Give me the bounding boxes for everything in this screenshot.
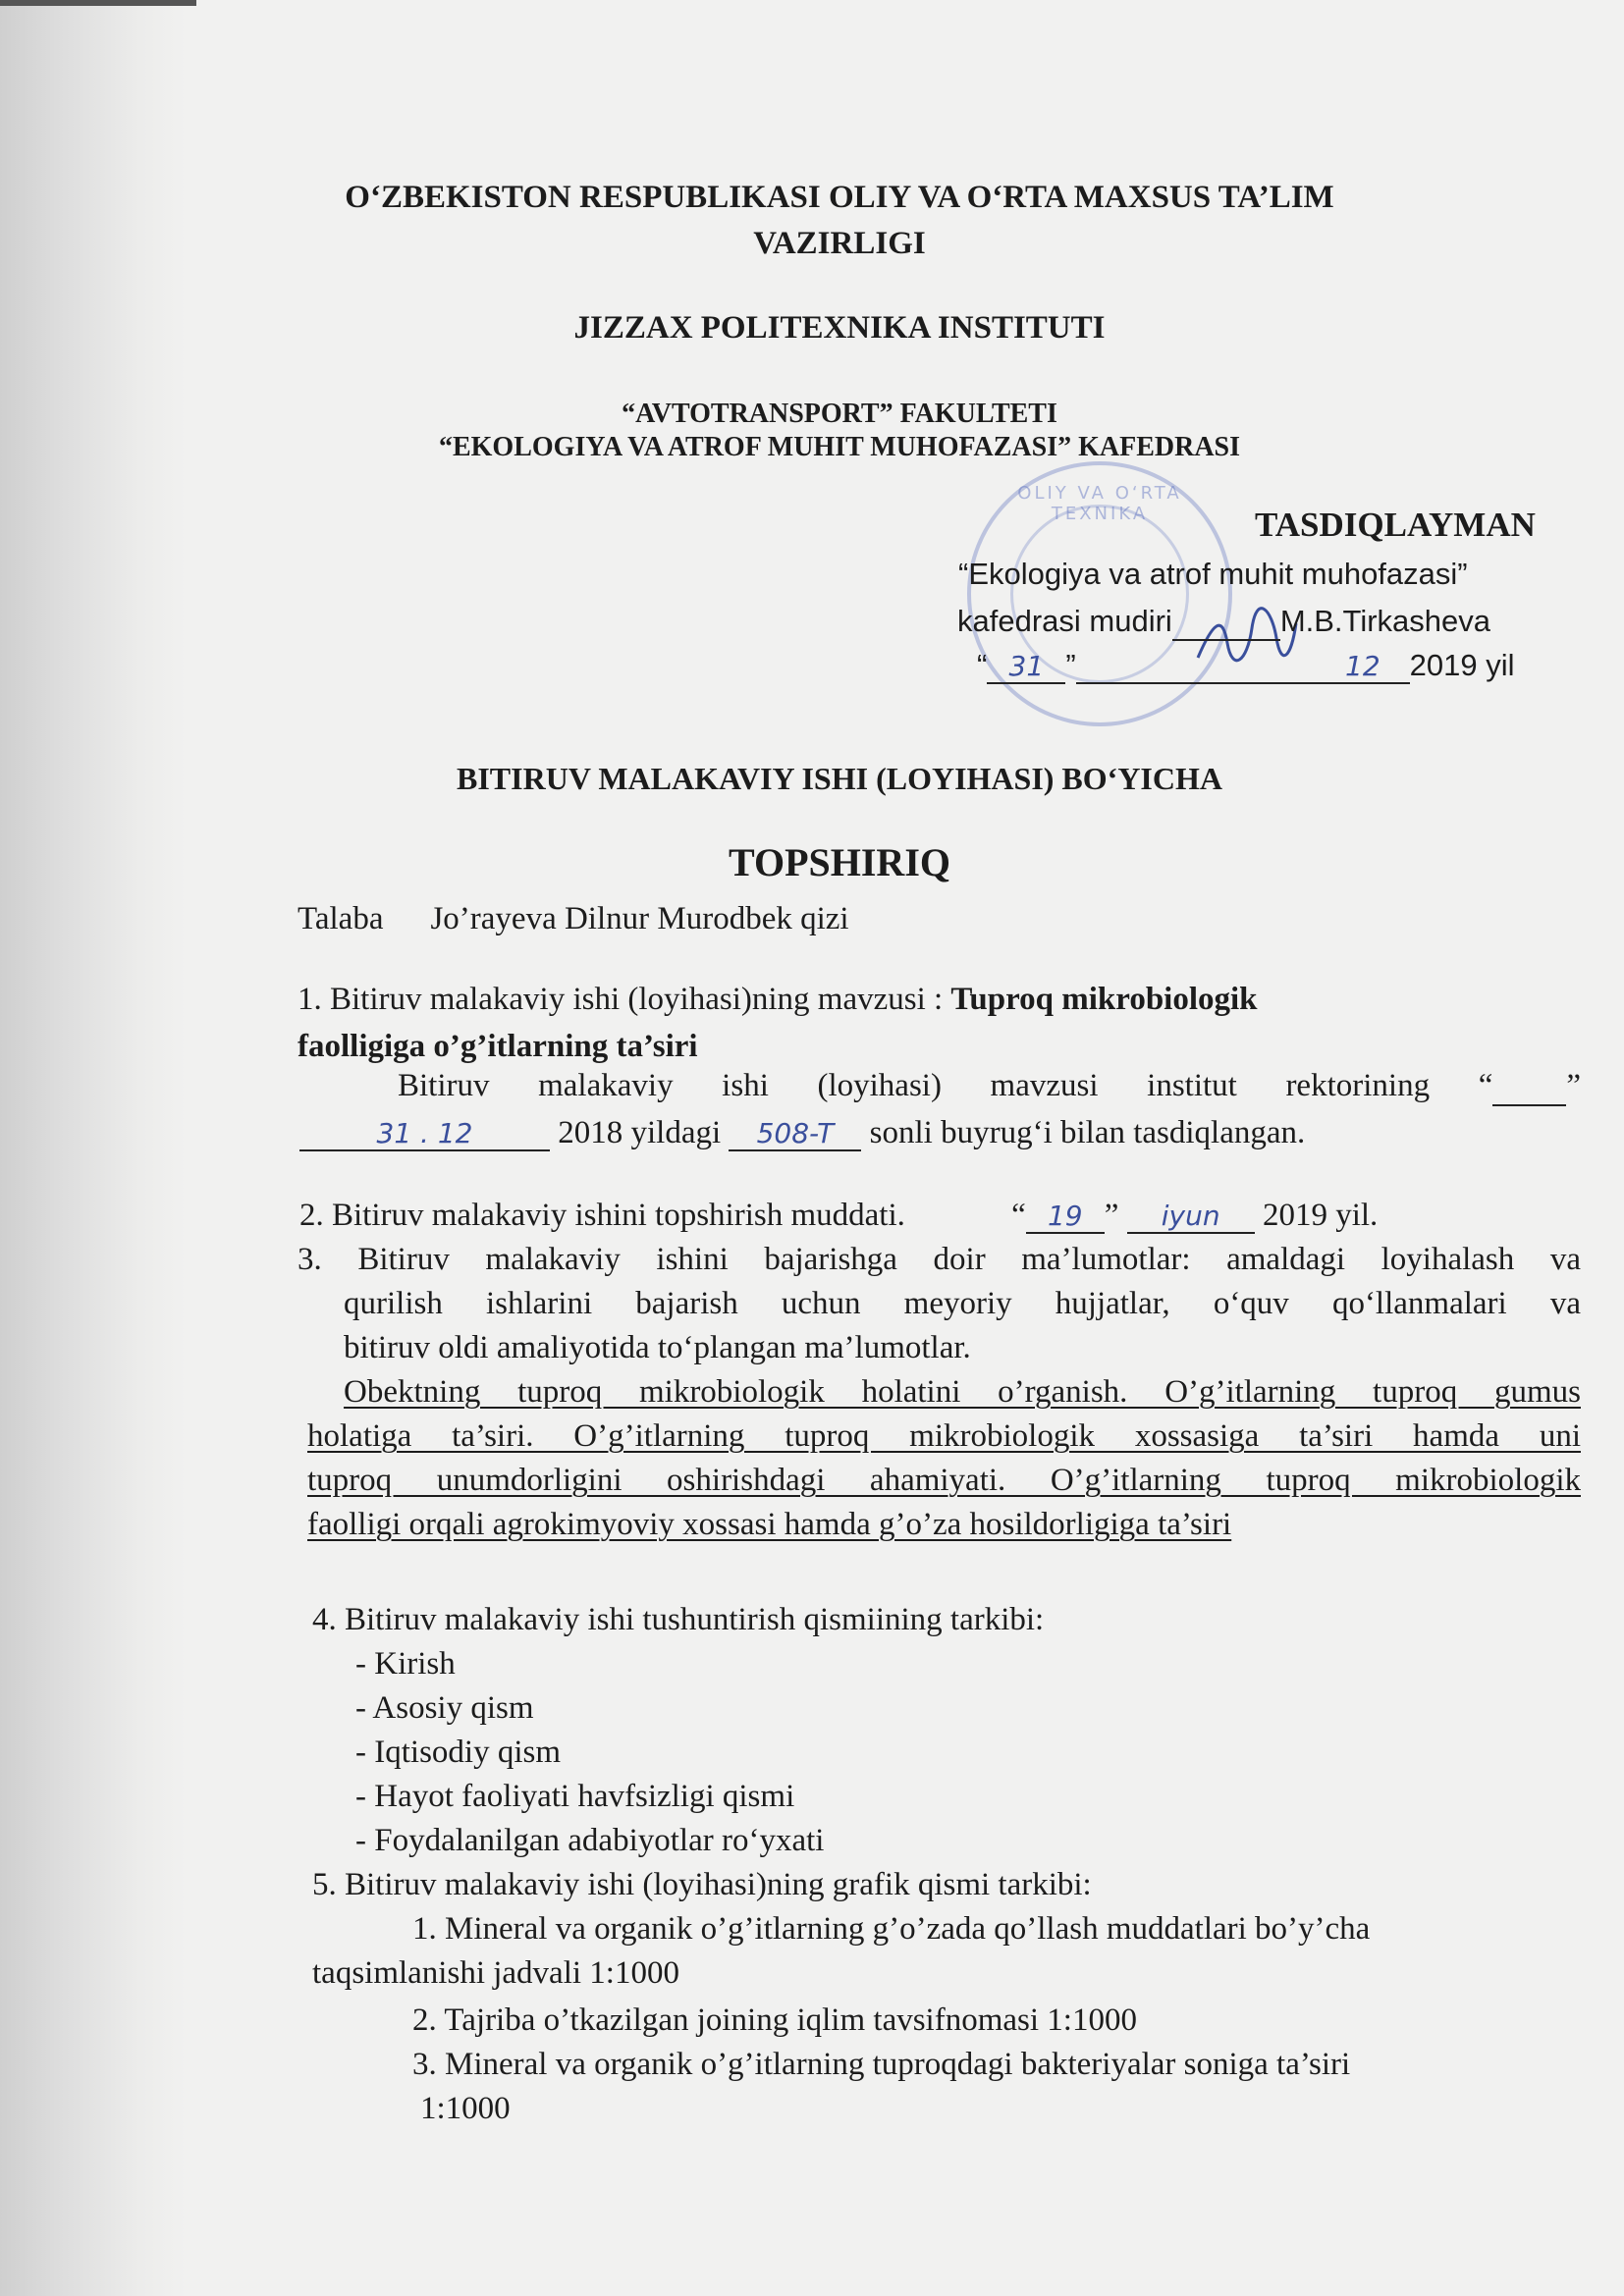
item1-quote-close: ” [1566, 1068, 1581, 1103]
item1-approval-text: Bitiruv malakaviy ishi (loyihasi) mavzusi institut rektorining “ [398, 1068, 1493, 1103]
approval-month: 12 [1076, 650, 1410, 684]
order-year-text: 2018 yildagi [558, 1115, 722, 1150]
item5-graphic-1-line1: 1. Mineral va organik o’g’itlarning g’o’zada qo’llash muddatlari bo’y’cha [412, 1911, 1371, 1947]
item5-graphic-1-line2: taqsimlanishi jadvali 1:1000 [312, 1955, 679, 1991]
item5-graphic-3-line1: 3. Mineral va organik o’g’itlarning tuproqdagi bakteriyalar soniga ta’siri [412, 2047, 1351, 2082]
item3-line3: bitiruv oldi amaliyotida to‘plangan ma’lumotlar. [344, 1330, 971, 1365]
approval-date-line [977, 648, 1515, 684]
item3-line2: qurilish ishlarini bajarish uchun meyoriy hujjatlar, o‘quv qo‘llanmalari va [344, 1286, 1581, 1321]
item1-topic-part1: Tuproq mikrobiologik [950, 982, 1258, 1017]
student-name: Jo’rayeva Dilnur Murodbek qizi [430, 901, 849, 936]
approval-day: 31 [987, 650, 1065, 684]
item2-line [299, 1198, 1378, 1234]
document-title: TOPSHIRIQ [729, 840, 950, 884]
item2-text: 2. Bitiruv malakaviy ishini topshirish muddati. [299, 1198, 905, 1233]
date-close-quote: ” [1065, 648, 1076, 682]
item2-quote-close: ” [1104, 1198, 1119, 1233]
item1-topic-line2: faolligiga o’g’itlarning ta’siri [298, 1029, 698, 1064]
item2-day: 19 [1026, 1200, 1105, 1234]
approval-head-label: kafedrasi mudiri [957, 604, 1172, 638]
signature-blank [1172, 604, 1280, 641]
department-name: “EKOLOGIYA VA ATROF MUHIT MUHOFAZASI” KAFEDRASI [438, 432, 1241, 462]
item1-prefix: 1. Bitiruv malakaviy ishi (loyihasi)ning mavzusi : [298, 982, 951, 1017]
rector-date-blank [1492, 1068, 1566, 1106]
approval-head-name: M.B.Tirkasheva [1279, 604, 1490, 638]
item3-line1: 3. Bitiruv malakaviy ishini bajarishga doir ma’lumotlar: amaldagi loyihalash va [298, 1242, 1581, 1277]
item5-title: 5. Bitiruv malakaviy ishi (loyihasi)ning grafik qismi tarkibi: [312, 1867, 1092, 1902]
item3-data-line1: Obektning tuproq mikrobiologik holatini o’rganish. O’g’itlarning tuproq gumus [344, 1374, 1581, 1410]
ministry-line-2: VAZIRLIGI [753, 226, 926, 261]
item4-part-1: - Kirish [355, 1646, 456, 1682]
approval-department: “Ekologiya va atrof muhit muhofazasi” [958, 557, 1468, 591]
item2-month: iyun [1127, 1200, 1255, 1234]
scan-edge [0, 0, 196, 6]
approval-head-line [957, 604, 1490, 641]
order-number: 508-T [729, 1117, 861, 1151]
faculty-name: “AVTOTRANSPORT” FAKULTETI [622, 399, 1057, 429]
item2-year: 2019 yil. [1262, 1198, 1379, 1233]
student-label: Talaba [298, 901, 384, 936]
item4-part-5: - Foydalanilgan adabiyotlar ro‘yxati [355, 1823, 825, 1858]
page-binding-shadow [0, 0, 187, 2296]
student-line [298, 901, 849, 937]
document-heading: BITIRUV MALAKAVIY ISHI (LOYIHASI) BO‘YICHA [457, 761, 1222, 796]
item3-data-line4: faolligi orqali agrokimyoviy xossasi hamda g’o’za hosildorligiga ta’siri [307, 1507, 1232, 1542]
item4-part-2: - Asosiy qism [355, 1690, 534, 1726]
round-stamp [967, 461, 1232, 726]
institute-name: JIZZAX POLITEXNIKA INSTITUTI [573, 310, 1106, 346]
item3-data-line2: holatiga ta’siri. O’g’itlarning tuproq mikrobiologik xossasiga ta’siri hamda uni [307, 1418, 1581, 1454]
item4-title: 4. Bitiruv malakaviy ishi tushuntirish qismiining tarkibi: [312, 1602, 1045, 1637]
item1-topic-line1 [298, 982, 1258, 1018]
item5-graphic-2: 2. Tajriba o’tkazilgan joining iqlim tavsifnomasi 1:1000 [412, 2002, 1137, 2038]
order-suffix: sonli buyrug‘i bilan tasdiqlangan. [869, 1115, 1306, 1150]
approval-year: 2019 yil [1409, 648, 1515, 682]
date-open-quote: “ [977, 648, 988, 682]
ministry-line-1: O‘ZBEKISTON RESPUBLIKASI OLIY VA O‘RTA MAXSUS TA’LIM [345, 180, 1334, 215]
stamp-lettering: OLIY VA O‘RTA TEXNIKA [1017, 483, 1182, 524]
item5-graphic-3-line2: 1:1000 [420, 2091, 511, 2126]
item2-quote-open: “ [1011, 1198, 1026, 1233]
item3-data-line3: tuproq unumdorligini oshirishdagi ahamiyati. O’g’itlarning tuproq mikrobiologik [307, 1463, 1581, 1498]
item1-order-line [299, 1115, 1305, 1151]
item4-part-4: - Hayot faoliyati havfsizligi qismi [355, 1779, 795, 1814]
item1-approval-line [398, 1068, 1581, 1106]
item4-part-3: - Iqtisodiy qism [355, 1735, 562, 1770]
order-date: 31 . 12 [299, 1117, 550, 1151]
approval-title: TASDIQLAYMAN [1255, 506, 1536, 544]
